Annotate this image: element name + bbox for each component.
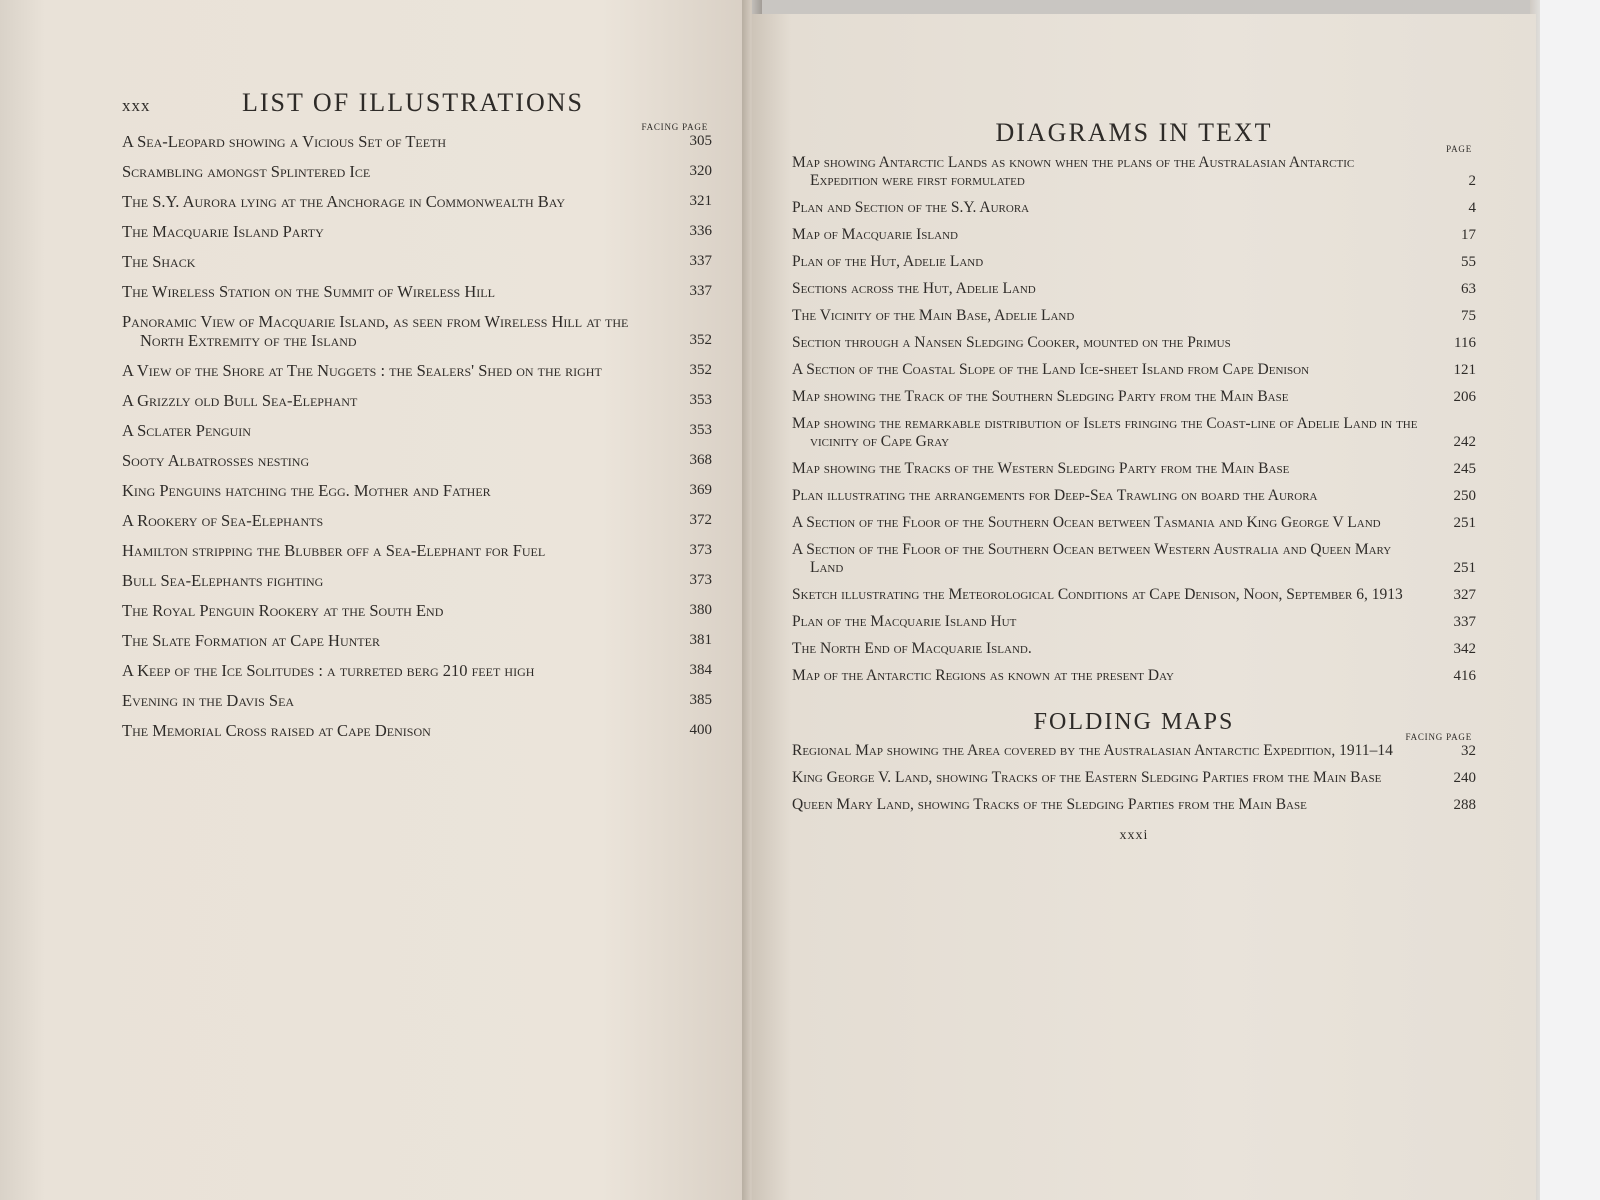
entry-title: A Keep of the Ice Solitudes : a turreted berg 210 feet high xyxy=(122,661,535,680)
list-item xyxy=(122,511,712,530)
entry-title: Panoramic View of Macquarie Island, as seen from Wireless Hill at the North Extremity of the Island xyxy=(122,312,629,350)
entry-page-number: 17 xyxy=(1461,227,1476,243)
entry-page-number: 32 xyxy=(1461,743,1476,759)
entry-title: Evening in the Davis Sea xyxy=(122,691,295,710)
entry-title: A View of the Shore at The Nuggets : the Sealers' Shed on the right xyxy=(122,361,602,380)
entry-title: Map showing Antarctic Lands as known when the plans of the Australasian Antarctic Expedition were first formulated xyxy=(792,154,1355,189)
list-item xyxy=(792,280,1476,298)
entry-page-number: 352 xyxy=(689,332,712,348)
entry-page-number: 337 xyxy=(689,283,712,299)
entry-title: King Penguins hatching the Egg. Mother and Father xyxy=(122,481,491,500)
list-item xyxy=(792,769,1476,787)
entry-page-number: 251 xyxy=(1453,560,1476,576)
list-item xyxy=(792,226,1476,244)
list-item xyxy=(792,796,1476,814)
list-item xyxy=(122,451,712,470)
entry-page-number: 242 xyxy=(1453,434,1476,450)
list-item xyxy=(792,307,1476,325)
diagrams-in-text-title: DIAGRAMS IN TEXT xyxy=(995,118,1273,147)
folding-facing-page-note: FACING PAGE xyxy=(1405,732,1472,742)
entry-page-number: 55 xyxy=(1461,254,1476,270)
entry-page-number: 368 xyxy=(689,452,712,468)
list-of-illustrations-title: LIST OF ILLUSTRATIONS xyxy=(242,88,584,117)
list-item xyxy=(122,691,712,710)
list-item xyxy=(792,613,1476,631)
right-page xyxy=(752,14,1536,1200)
diagrams-list xyxy=(792,154,1476,685)
entry-page-number: 400 xyxy=(689,722,712,738)
entry-page-number: 416 xyxy=(1453,668,1476,684)
list-item xyxy=(122,162,712,181)
entry-title: Map of Macquarie Island xyxy=(792,226,958,243)
folding-maps-list xyxy=(792,742,1476,814)
entry-title: The Memorial Cross raised at Cape Denison xyxy=(122,721,431,740)
list-item xyxy=(122,132,712,151)
list-item xyxy=(792,253,1476,271)
entry-title: A Section of the Floor of the Southern Ocean between Tasmania and King George V Land xyxy=(792,514,1381,531)
facing-page-column-note: FACING PAGE xyxy=(641,122,708,132)
list-item xyxy=(122,222,712,241)
list-item xyxy=(122,661,712,680)
entry-page-number: 320 xyxy=(689,163,712,179)
entry-title: The Macquarie Island Party xyxy=(122,222,324,241)
list-item xyxy=(122,541,712,560)
entry-page-number: 251 xyxy=(1453,515,1476,531)
background-surface xyxy=(1540,0,1600,1200)
list-item xyxy=(792,487,1476,505)
entry-page-number: 2 xyxy=(1468,173,1476,189)
entry-title: Map showing the Tracks of the Western Sledging Party from the Main Base xyxy=(792,460,1290,477)
entry-page-number: 380 xyxy=(689,602,712,618)
entry-title: Queen Mary Land, showing Tracks of the Sledging Parties from the Main Base xyxy=(792,796,1307,813)
entry-page-number: 245 xyxy=(1453,461,1476,477)
entry-page-number: 327 xyxy=(1453,587,1476,603)
entry-title: Sooty Albatrosses nesting xyxy=(122,451,310,470)
entry-page-number: 288 xyxy=(1453,797,1476,813)
entry-page-number: 63 xyxy=(1461,281,1476,297)
list-item xyxy=(122,312,712,350)
entry-page-number: 353 xyxy=(689,392,712,408)
entry-page-number: 373 xyxy=(689,572,712,588)
entry-title: The Slate Formation at Cape Hunter xyxy=(122,631,380,650)
entry-page-number: 372 xyxy=(689,512,712,528)
list-item xyxy=(792,460,1476,478)
list-item xyxy=(792,334,1476,352)
list-item xyxy=(122,721,712,740)
entry-page-number: 337 xyxy=(689,253,712,269)
entry-page-number: 384 xyxy=(689,662,712,678)
list-item xyxy=(122,192,712,211)
list-item xyxy=(792,415,1476,451)
entry-title: The North End of Macquarie Island. xyxy=(792,640,1032,657)
entry-page-number: 353 xyxy=(689,422,712,438)
entry-title: Hamilton stripping the Blubber off a Sea-Elephant for Fuel xyxy=(122,541,546,560)
entry-title: Plan of the Hut, Adelie Land xyxy=(792,253,984,270)
entry-title: Map of the Antarctic Regions as known at the present Day xyxy=(792,667,1174,684)
entry-title: King George V. Land, showing Tracks of the Eastern Sledging Parties from the Main Base xyxy=(792,769,1382,786)
entry-page-number: 385 xyxy=(689,692,712,708)
folding-maps-title: FOLDING MAPS xyxy=(1033,709,1235,735)
entry-page-number: 305 xyxy=(689,133,712,149)
list-item xyxy=(792,514,1476,532)
list-item xyxy=(792,154,1476,190)
list-item xyxy=(122,481,712,500)
entry-title: The S.Y. Aurora lying at the Anchorage in Commonwealth Bay xyxy=(122,192,566,211)
list-item xyxy=(122,282,712,301)
entry-page-number: 373 xyxy=(689,542,712,558)
entry-title: Regional Map showing the Area covered by the Australasian Antarctic Expedition, 1911–14 xyxy=(792,742,1393,759)
list-item xyxy=(122,421,712,440)
list-item xyxy=(122,361,712,380)
page-column-note: PAGE xyxy=(1446,144,1472,154)
entry-title: The Wireless Station on the Summit of Wireless Hill xyxy=(122,282,495,301)
illustrations-list xyxy=(122,132,712,740)
entry-title: A Rookery of Sea-Elephants xyxy=(122,511,324,530)
entry-page-number: 337 xyxy=(1453,614,1476,630)
entry-page-number: 342 xyxy=(1453,641,1476,657)
list-item xyxy=(122,601,712,620)
list-item xyxy=(792,667,1476,685)
list-item xyxy=(792,541,1476,577)
entry-page-number: 4 xyxy=(1468,200,1476,216)
running-head xyxy=(122,88,712,118)
entry-page-number: 240 xyxy=(1453,770,1476,786)
entry-title: Map showing the remarkable distribution of Islets fringing the Coast-line of Adelie Land in the vicinity of Cape Gray xyxy=(792,415,1418,450)
list-item xyxy=(792,640,1476,658)
list-item xyxy=(122,631,712,650)
entry-title: Map showing the Track of the Southern Sledging Party from the Main Base xyxy=(792,388,1289,405)
entry-title: The Vicinity of the Main Base, Adelie Land xyxy=(792,307,1075,324)
entry-page-number: 381 xyxy=(689,632,712,648)
entry-title: Plan of the Macquarie Island Hut xyxy=(792,613,1017,630)
list-item xyxy=(122,252,712,271)
entry-title: Sketch illustrating the Meteorological Conditions at Cape Denison, Noon, September 6, 1913 xyxy=(792,586,1403,603)
list-item xyxy=(792,199,1476,217)
entry-page-number: 352 xyxy=(689,362,712,378)
entry-title: Scrambling amongst Splintered Ice xyxy=(122,162,371,181)
entry-page-number: 250 xyxy=(1453,488,1476,504)
entry-title: A Section of the Coastal Slope of the Land Ice-sheet Island from Cape Denison xyxy=(792,361,1310,378)
page-number-right: xxxi xyxy=(1119,828,1149,843)
entry-page-number: 321 xyxy=(689,193,712,209)
entry-title: Plan and Section of the S.Y. Aurora xyxy=(792,199,1030,216)
entry-title: Section through a Nansen Sledging Cooker, mounted on the Primus xyxy=(792,334,1231,351)
list-item xyxy=(792,361,1476,379)
entry-title: The Shack xyxy=(122,252,196,271)
entry-title: A Grizzly old Bull Sea-Elephant xyxy=(122,391,358,410)
entry-title: Bull Sea-Elephants fighting xyxy=(122,571,324,590)
entry-page-number: 206 xyxy=(1453,389,1476,405)
entry-page-number: 116 xyxy=(1454,335,1476,351)
entry-title: Sections across the Hut, Adelie Land xyxy=(792,280,1036,297)
entry-title: The Royal Penguin Rookery at the South End xyxy=(122,601,444,620)
entry-page-number: 121 xyxy=(1453,362,1476,378)
entry-page-number: 75 xyxy=(1461,308,1476,324)
entry-title: A Sea-Leopard showing a Vicious Set of Teeth xyxy=(122,132,447,151)
entry-page-number: 336 xyxy=(689,223,712,239)
left-page xyxy=(0,0,752,1200)
list-item xyxy=(122,391,712,410)
list-item xyxy=(792,742,1476,760)
entry-title: Plan illustrating the arrangements for Deep-Sea Trawling on board the Aurora xyxy=(792,487,1318,504)
list-item xyxy=(792,586,1476,604)
page-number-left: xxx xyxy=(122,96,151,115)
entry-title: A Section of the Floor of the Southern Ocean between Western Australia and Queen Mary Land xyxy=(792,541,1392,576)
entry-page-number: 369 xyxy=(689,482,712,498)
list-item xyxy=(792,388,1476,406)
entry-title: A Sclater Penguin xyxy=(122,421,251,440)
list-item xyxy=(122,571,712,590)
